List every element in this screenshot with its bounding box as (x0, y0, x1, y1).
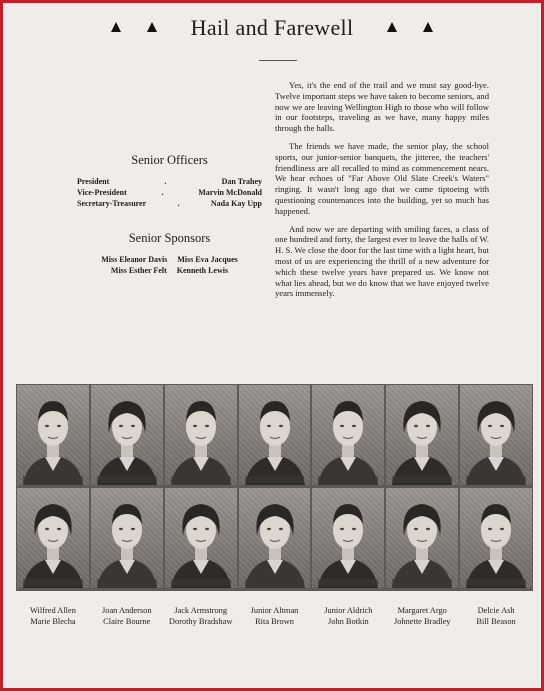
officers-heading: Senior Officers (131, 153, 208, 167)
caption-column (459, 605, 533, 627)
senior-portrait (91, 488, 163, 588)
caption-name: Claire Bourne (103, 617, 151, 626)
officer-role: President (77, 177, 110, 186)
caption-column (90, 605, 164, 627)
triangle-ornament-icon (423, 22, 433, 32)
senior-portrait (239, 488, 311, 588)
senior-portrait (165, 385, 237, 485)
sponsors-heading: Senior Sponsors (128, 231, 211, 245)
officer-name: Nada Kay Upp (210, 199, 262, 208)
senior-portrait (460, 385, 532, 485)
caption-name: Marie Blecha (30, 617, 76, 626)
officer-row (77, 187, 262, 198)
page-header (3, 15, 541, 41)
sponsor-name: Kenneth Lewis (176, 266, 229, 275)
caption-column (16, 605, 90, 627)
triangle-ornament-icon (387, 22, 397, 32)
sponsors-section (77, 231, 262, 276)
caption-column (385, 605, 459, 627)
sponsor-row (77, 265, 262, 276)
sponsor-row (77, 254, 262, 265)
body-paragraph: The friends we have made, the senior play, the school sports, our junior-senior banquets, the jitteree, the teachers' friendliness are all recalled to mind as commencement nears. We hear echoes of "Far Above Old Slate Creek's Waters" ringing. It wasn't long ago that we came tiptoeing with questioning countenances into the building, yet so much has happened. (275, 140, 489, 216)
officer-row (77, 176, 262, 187)
photo-row (16, 384, 533, 487)
senior-photo-grid (16, 384, 533, 591)
senior-portrait (460, 488, 532, 588)
farewell-text (275, 80, 489, 306)
photo-captions (16, 605, 533, 627)
caption-name: Delcie Ash (477, 606, 515, 615)
officer-role: Vice-President (77, 188, 127, 197)
caption-column (238, 605, 312, 627)
senior-portrait (239, 385, 311, 485)
officer-name: Marvin McDonald (198, 188, 262, 197)
leader-dot: . (177, 199, 180, 208)
sponsor-name: Miss Eleanor Davis (101, 255, 168, 264)
senior-portrait (312, 385, 384, 485)
officer-role: Secretary-Treasurer (77, 199, 147, 208)
caption-name: Jack Armstrong (174, 606, 228, 615)
officer-row (77, 198, 262, 209)
caption-name: Joan Anderson (102, 606, 152, 615)
senior-portrait (312, 488, 384, 588)
caption-column (311, 605, 385, 627)
caption-name: Margaret Argo (397, 606, 447, 615)
officers-section (77, 153, 262, 276)
page-title: Hail and Farewell (190, 15, 354, 40)
leader-dot: . (161, 188, 164, 197)
leader-dot: . (164, 177, 167, 186)
senior-portrait (386, 385, 458, 485)
caption-name: Bill Beason (476, 617, 516, 626)
triangle-ornament-icon (111, 22, 121, 32)
title-rule (259, 60, 297, 61)
caption-name: John Botkin (328, 617, 369, 626)
senior-portrait (386, 488, 458, 588)
body-paragraph: Yes, it's the end of the trail and we must say good-bye. Twelve important steps we have taken to become seniors, and now we are leaving Wellington High to those who will follow in our footsteps, traveling as we have, many happy miles through the halls. (275, 80, 489, 134)
senior-portrait (17, 488, 89, 588)
caption-name: Junior Aldrich (324, 606, 373, 615)
caption-name: Junior Altman (250, 606, 299, 615)
sponsor-name: Miss Esther Felt (110, 266, 167, 275)
caption-name: Rita Brown (255, 617, 294, 626)
sponsor-name: Miss Eva Jacques (177, 255, 238, 264)
caption-name: Dorothy Bradshaw (168, 617, 233, 626)
officer-name: Dan Trahey (221, 177, 262, 186)
triangle-ornament-icon (147, 22, 157, 32)
senior-portrait (17, 385, 89, 485)
senior-portrait (165, 488, 237, 588)
caption-name: Wilfred Allen (29, 606, 76, 615)
body-paragraph: And now we are departing with smiling faces, a class of one hundred and forty, the largest ever to leave the halls of W. H. S. We close the door for the last time with a light heart, but most of us are experiencing the thrill of a new adventure for which these twelve years have prepared us. We know not what lies ahead, but we do know that we have enjoyed twelve years immensely. (275, 223, 489, 299)
photo-row (16, 487, 533, 590)
caption-name: Johnette Bradley (393, 617, 451, 626)
senior-portrait (91, 385, 163, 485)
caption-column (164, 605, 238, 627)
